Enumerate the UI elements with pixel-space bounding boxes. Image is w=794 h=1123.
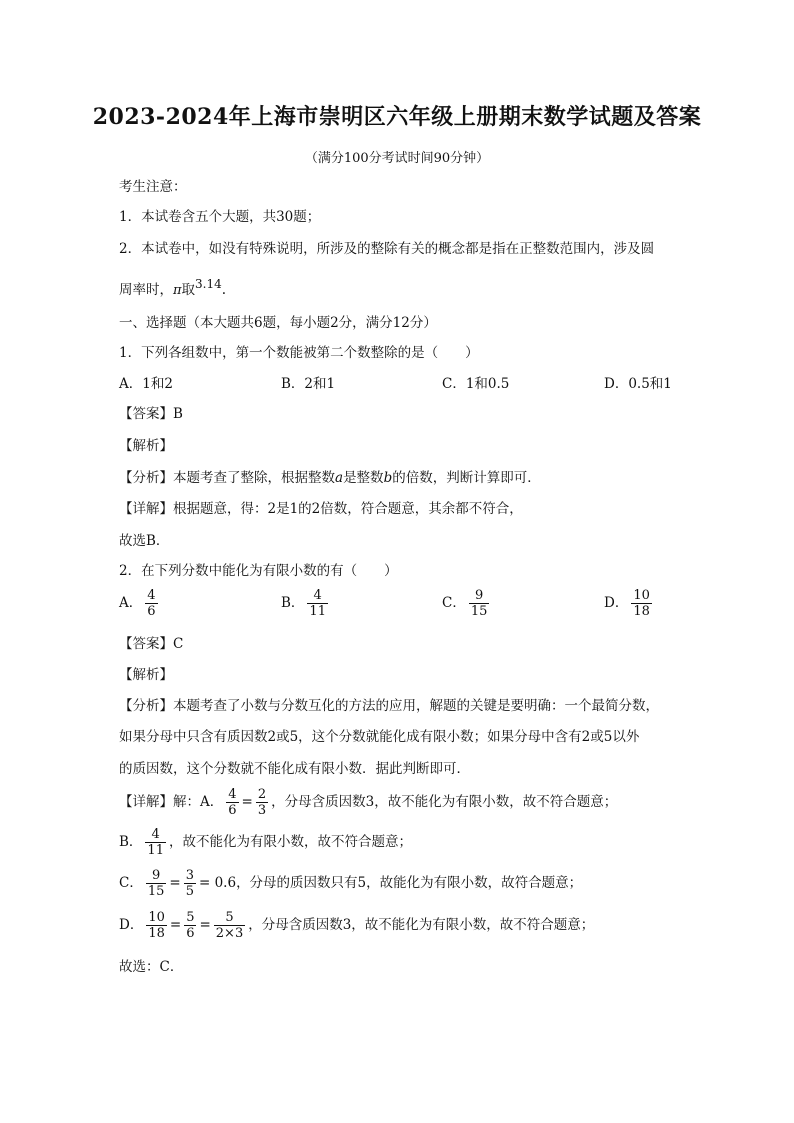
numerator: 4 — [228, 787, 237, 802]
fraction — [184, 910, 196, 941]
detail-prefix: 【详解】解：A． — [119, 794, 224, 810]
denominator: 6 — [147, 604, 156, 619]
question-2-option-d — [604, 588, 655, 619]
pi-symbol: π — [173, 283, 182, 298]
var-a: a — [335, 470, 344, 486]
denominator: 11 — [147, 843, 164, 858]
numerator: 5 — [214, 910, 245, 926]
fraction — [145, 827, 166, 858]
fraction — [146, 910, 167, 941]
detail-text: ，分母的质因数只有5，故能化为有限小数，故符合题意； — [236, 875, 583, 891]
option-letter: C． — [442, 595, 466, 611]
question-1-answer: 【答案】B — [119, 406, 183, 422]
pi-value: 3.14 — [195, 277, 222, 291]
denominator: 18 — [633, 604, 650, 619]
question-2-detail-b — [119, 827, 412, 858]
fraction — [146, 868, 167, 899]
question-2-choose: 故选：C． — [119, 959, 184, 975]
equals-sign: = — [169, 875, 181, 891]
numerator: 4 — [145, 827, 166, 843]
fraction — [214, 910, 245, 941]
denominator: 18 — [148, 926, 165, 941]
detail-prefix: B． — [119, 834, 143, 850]
detail-text: ，分母含质因数3，故不能化为有限小数，故不符合题意； — [248, 917, 595, 933]
numerator: 4 — [147, 588, 156, 603]
question-1-option-d: D．0.5和1 — [604, 376, 672, 392]
question-1-detail: 【详解】根据题意，得：2是1的2倍数，符合题意，其余都不符合， — [119, 501, 523, 517]
question-2-detail-a — [119, 787, 617, 818]
page-title: 2023-2024年上海市崇明区六年级上册期末数学试题及答案 — [92, 104, 702, 130]
question-1-fenxi — [119, 469, 541, 487]
question-1-stem: 1．下列各组数中，第一个数能被第二个数整除的是（ ） — [119, 345, 479, 361]
fenxi-prefix: 【分析】本题考查了整除，根据整数 — [119, 470, 335, 486]
option-letter: A． — [119, 595, 143, 611]
question-2-detail-c — [119, 868, 582, 899]
equals-sign: = — [199, 917, 211, 933]
numerator: 5 — [186, 910, 195, 925]
equals-sign: = — [241, 794, 253, 810]
notice-end: . — [221, 282, 227, 298]
fraction — [256, 787, 268, 818]
page-subtitle: （满分100分考试时间90分钟） — [304, 151, 490, 166]
fraction — [145, 588, 157, 619]
numerator: 9 — [146, 868, 167, 884]
question-2-fenxi-line-2: 如果分母中只含有质因数2或5，这个分数就能化成有限小数；如果分母中含有2或5以外 — [119, 729, 640, 745]
question-2-fenxi-line-3: 的质因数，这个分数就不能化成有限小数．据此判断即可． — [119, 761, 470, 777]
detail-prefix: C． — [119, 875, 143, 891]
denominator: 6 — [228, 803, 237, 818]
section-1-heading: 一、选择题（本大题共6题，每小题2分，满分12分） — [119, 315, 437, 331]
notice-item-2-line-1: 2．本试卷中，如没有特殊说明，所涉及的整除有关的概念都是指在正整数范围内，涉及圆 — [119, 241, 655, 257]
option-letter: B． — [281, 595, 305, 611]
denominator: 6 — [186, 926, 195, 941]
question-2-answer: 【答案】C — [119, 636, 184, 652]
numerator: 2 — [257, 787, 267, 802]
question-2-option-c — [442, 588, 492, 619]
question-2-stem: 2．在下列分数中能化为有限小数的有（ ） — [119, 563, 398, 579]
numerator: 10 — [633, 588, 650, 603]
fenxi-mid: 是整数 — [343, 470, 384, 486]
detail-text: ，分母含质因数3，故不能化为有限小数，故不符合题意； — [271, 794, 618, 810]
notice-item-1: 1．本试卷含五个大题，共30题； — [119, 209, 321, 225]
numerator: 3 — [185, 868, 194, 883]
denominator: 15 — [470, 604, 488, 619]
var-b: b — [383, 470, 393, 486]
question-2-analysis-label: 【解析】 — [119, 667, 173, 683]
denominator: 15 — [147, 884, 165, 899]
question-1-option-b: B．2和1 — [281, 376, 336, 392]
question-1-analysis-label: 【解析】 — [119, 438, 173, 454]
notice-item-2-prefix: 周率时， — [119, 282, 173, 298]
question-1-option-a: A．1和2 — [119, 376, 173, 392]
equals-sign: = — [169, 917, 182, 933]
denominator: 3 — [257, 803, 267, 818]
denominator: 5 — [185, 884, 194, 899]
fraction — [184, 868, 196, 899]
denominator: 11 — [309, 604, 326, 619]
notice-take: 取 — [181, 282, 196, 298]
question-1-option-c: C．1和0.5 — [442, 376, 510, 392]
fraction — [631, 588, 652, 619]
decimal-value: = 0.6 — [198, 875, 237, 891]
numerator: 9 — [469, 588, 490, 604]
denominator: 2×3 — [215, 926, 244, 941]
question-2-option-a — [119, 588, 161, 619]
fraction — [469, 588, 490, 619]
question-2-option-b — [281, 588, 331, 619]
numerator: 10 — [148, 910, 165, 925]
question-2-fenxi-line-1: 【分析】本题考查了小数与分数互化的方法的应用，解题的关键是要明确：一个最简分数， — [119, 698, 659, 714]
detail-text: ，故不能化为有限小数，故不符合题意； — [168, 834, 412, 850]
fraction — [226, 787, 238, 818]
notice-heading: 考生注意： — [119, 179, 187, 195]
detail-prefix: D． — [119, 917, 144, 933]
fraction — [307, 588, 328, 619]
option-letter: D． — [604, 595, 629, 611]
fenxi-end: 的倍数，判断计算即可． — [392, 470, 541, 486]
question-1-choose: 故选B． — [119, 533, 170, 549]
question-2-detail-d — [119, 910, 594, 941]
notice-item-2-line-2 — [119, 275, 226, 300]
numerator: 4 — [307, 588, 328, 604]
